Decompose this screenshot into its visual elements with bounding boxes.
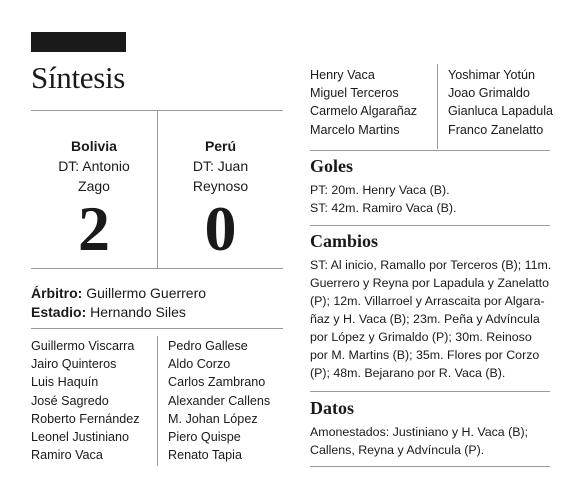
player: Leonel Justiniano	[31, 430, 130, 445]
player: Alexander Callens	[168, 393, 271, 408]
player: Roberto Fernández	[31, 411, 140, 426]
player: Carlos Zambrano	[168, 375, 266, 390]
datos-text	[310, 423, 528, 459]
substitution-line: por M. Martins (B); 35m. Flores por Corzo	[310, 348, 540, 362]
player: Joao Grimaldo	[448, 86, 530, 101]
divider	[437, 64, 438, 149]
player: Carmelo Algarañaz	[310, 104, 418, 119]
team-bolivia	[31, 136, 157, 196]
coach-line: DT: Antonio	[58, 158, 130, 174]
score-bolivia: 2	[78, 193, 110, 264]
player: Renato Tapia	[168, 448, 242, 463]
substitution-line: ñaz y H. Vaca (B); 23m. Peña y Advíncula	[310, 312, 540, 326]
peru-lineup-cont	[448, 66, 553, 139]
team-peru	[158, 136, 283, 196]
player: Piero Quispe	[168, 430, 241, 445]
goal-line: ST: 42m. Ramiro Vaca (B).	[310, 201, 457, 215]
datos-line: Amonestados: Justiniano y H. Vaca (B);	[310, 425, 529, 439]
coach-line: Reynoso	[192, 178, 249, 194]
datos-line: Callens, Reyna y Advíncula (P).	[310, 443, 485, 457]
bolivia-lineup	[31, 337, 140, 464]
player: M. Johan López	[168, 411, 258, 426]
substitution-line: por López y Grimaldo (P); 30m. Reinoso	[310, 330, 532, 344]
divider	[310, 466, 550, 467]
player: Guillermo Viscarra	[31, 339, 135, 353]
player: Henry Vaca	[310, 68, 375, 82]
substitution-line: (P); 12m. Villarroel y Arrascaita por Algara-	[310, 294, 545, 308]
player: Gianluca Lapadula	[448, 104, 554, 119]
coach-line: Zago	[78, 178, 110, 194]
cambios-heading: Cambios	[310, 231, 379, 251]
goles-heading: Goles	[310, 156, 353, 176]
peru-lineup	[168, 337, 270, 464]
divider	[310, 391, 550, 392]
goles-text	[310, 181, 456, 217]
player: Aldo Corzo	[168, 357, 231, 372]
stadium-line	[31, 302, 186, 322]
substitution-line: Guerrero y Reyna por Lapadula y Zanelatto	[310, 276, 550, 290]
page-title: Síntesis	[31, 60, 126, 95]
divider	[31, 268, 283, 269]
goal-line: PT: 20m. Henry Vaca (B).	[310, 183, 450, 197]
player: José Sagredo	[31, 393, 109, 408]
player: Marcelo Martins	[310, 122, 400, 137]
referee-value: Guillermo Guerrero	[86, 285, 207, 301]
player: Pedro Gallese	[168, 339, 248, 353]
player: Luis Haquín	[31, 375, 99, 390]
score-peru: 0	[204, 193, 237, 264]
divider	[310, 150, 550, 151]
section-marker-bar	[31, 32, 126, 52]
cambios-text	[310, 256, 551, 382]
stadium-label: Estadio:	[31, 304, 87, 320]
datos-heading: Datos	[310, 398, 354, 418]
referee-label: Árbitro:	[31, 285, 83, 301]
bolivia-lineup-cont	[310, 66, 417, 139]
team-name: Perú	[204, 138, 237, 154]
team-name: Bolivia	[71, 138, 117, 154]
player: Yoshimar Yotún	[448, 68, 536, 82]
coach-line: DT: Juan	[192, 158, 249, 174]
player: Franco Zanelatto	[448, 122, 544, 137]
substitution-line: ST: Al inicio, Ramallo por Terceros (B); 11m.	[310, 258, 552, 272]
divider	[31, 328, 283, 329]
player: Miguel Terceros	[310, 86, 399, 101]
player: Ramiro Vaca	[31, 448, 103, 463]
referee-line	[31, 283, 206, 303]
stadium-value: Hernando Siles	[90, 304, 186, 320]
divider	[157, 336, 158, 466]
player: Jairo Quinteros	[31, 357, 117, 372]
divider	[310, 225, 550, 226]
substitution-line: (P); 48m. Bejarano por R. Vaca (B).	[310, 366, 506, 380]
